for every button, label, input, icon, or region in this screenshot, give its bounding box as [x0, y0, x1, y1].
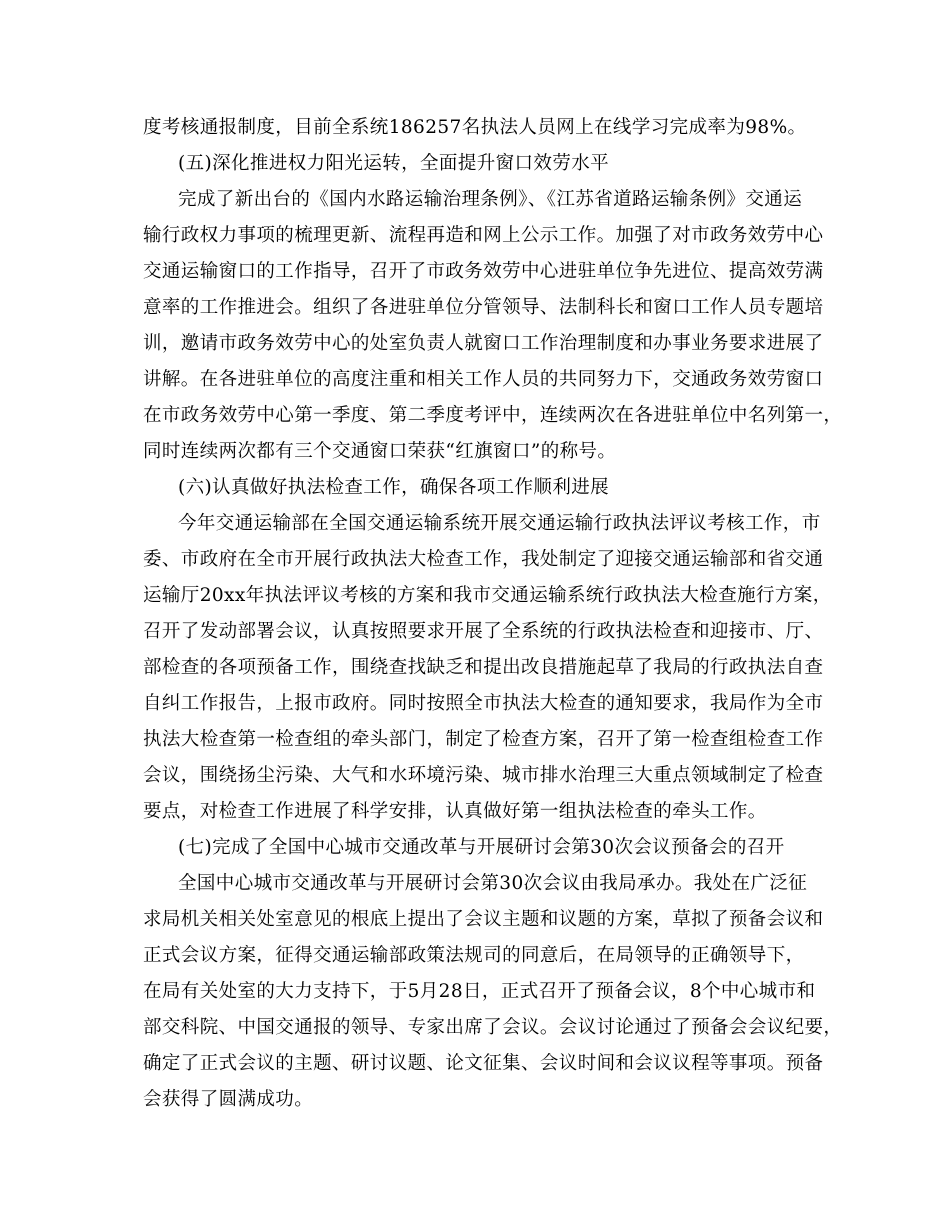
paragraph-line: 要点，对检查工作进展了科学安排，认真做好第一组执法检查的牵头工作。	[143, 801, 767, 822]
section-heading: (七)完成了全国中心城市交通改革与开展研讨会第30次会议预备会的召开	[178, 837, 785, 858]
paragraph-line: 运输厅20xx年执法评议考核的方案和我市交通运输系统行政执法大检查施行方案，	[143, 585, 832, 606]
paragraph-line: 正式会议方案，征得交通运输部政策法规司的同意后，在局领导的正确领导下，	[143, 945, 805, 966]
paragraph-line: 召开了发动部署会议，认真按照要求开展了全系统的行政执法检查和迎接市、厅、	[143, 621, 824, 642]
section-heading: (六)认真做好执法检查工作，确保各项工作顺利进展	[178, 477, 610, 498]
paragraph-line: 部交科院、中国交通报的领导、专家出席了会议。会议讨论通过了预备会会议纪要，	[143, 1017, 843, 1038]
paragraph-line: 训，邀请市政务效劳中心的处室负责人就窗口工作治理制度和办事业务要求进展了	[143, 333, 824, 354]
paragraph-line: 会获得了圆满成功。	[143, 1089, 314, 1110]
paragraph-line: 在局有关处室的大力支持下，于5月28日，正式召开了预备会议，8个中心城市和	[143, 981, 816, 1002]
paragraph-line: 同时连续两次都有三个交通窗口荣获“红旗窗口”的称号。	[143, 441, 617, 462]
paragraph-line: 在市政务效劳中心第一季度、第二季度考评中，连续两次在各进驻单位中名列第一，	[143, 405, 843, 426]
paragraph-line: 会议，围绕扬尘污染、大气和水环境污染、城市排水治理三大重点领域制定了检查	[143, 765, 824, 786]
paragraph-line: 确定了正式会议的主题、研讨议题、论文征集、会议时间和会议议程等事项。预备	[143, 1053, 824, 1074]
paragraph-line: 全国中心城市交通改革与开展研讨会第30次会议由我局承办。我处在广泛征	[178, 873, 808, 894]
paragraph-line: 意率的工作推进会。组织了各进驻单位分管领导、法制科长和窗口工作人员专题培	[143, 297, 824, 318]
paragraph-line: 委、市政府在全市开展行政执法大检查工作，我处制定了迎接交通运输部和省交通	[143, 549, 824, 570]
paragraph-line: 交通运输窗口的工作指导，召开了市政务效劳中心进驻单位争先进位、提高效劳满	[143, 261, 824, 282]
paragraph-line: 今年交通运输部在全国交通运输系统开展交通运输行政执法评议考核工作，市	[178, 513, 821, 534]
paragraph-line: 完成了新出台的《国内水路运输治理条例》、《江苏省道路运输条例》交通运	[178, 189, 803, 210]
paragraph-line: 输行政权力事项的梳理更新、流程再造和网上公示工作。加强了对市政务效劳中心	[143, 225, 824, 246]
paragraph-line: 讲解。在各进驻单位的高度注重和相关工作人员的共同努力下，交通政务效劳窗口	[143, 369, 824, 390]
section-heading: (五)深化推进权力阳光运转，全面提升窗口效劳水平	[178, 153, 610, 174]
paragraph-line: 自纠工作报告，上报市政府。同时按照全市执法大检查的通知要求，我局作为全市	[143, 693, 824, 714]
paragraph-line: 执法大检查第一检查组的牵头部门，制定了检查方案，召开了第一检查组检查工作	[143, 729, 824, 750]
paragraph-line: 求局机关相关处室意见的根底上提出了会议主题和议题的方案，草拟了预备会议和	[143, 909, 824, 930]
paragraph-line: 度考核通报制度，目前全系统186257名执法人员网上在线学习完成率为98%。	[143, 117, 807, 138]
paragraph-line: 部检查的各项预备工作，围绕查找缺乏和提出改良措施起草了我局的行政执法自查	[143, 657, 824, 678]
